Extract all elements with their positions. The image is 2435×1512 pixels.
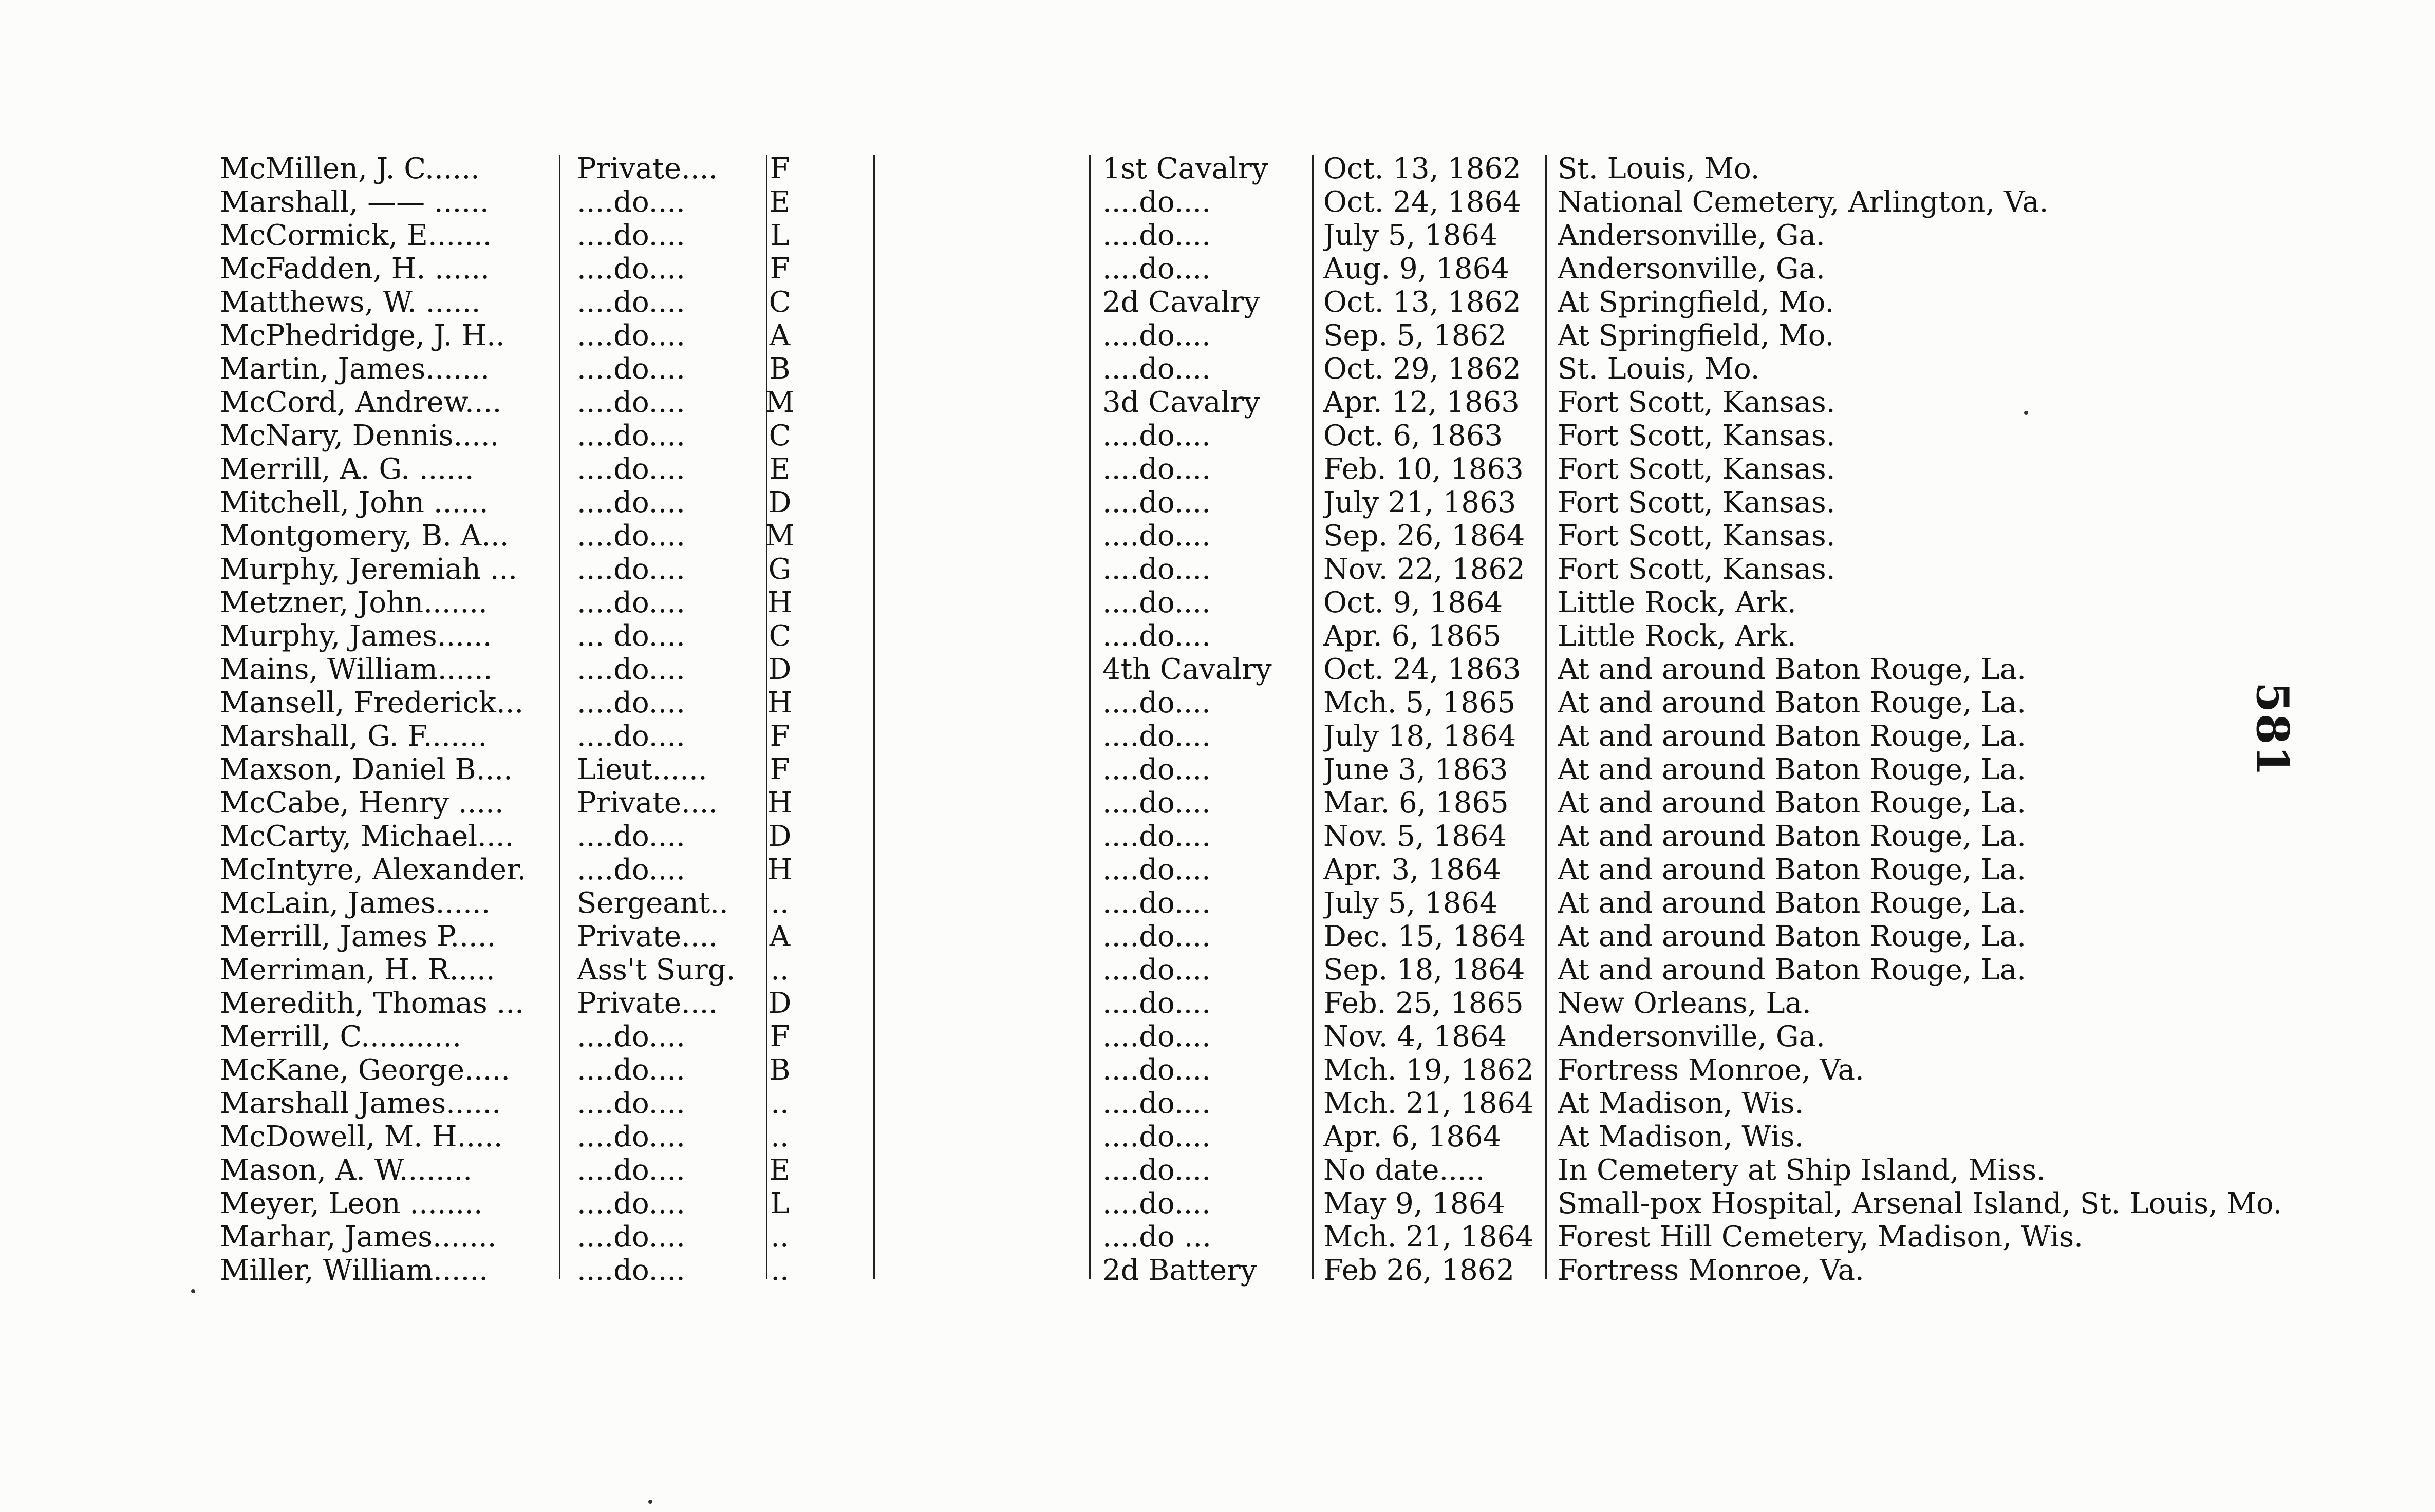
date-of-death-cell: Mch. 5, 1865 (1323, 686, 1516, 720)
date-of-death-cell: Apr. 6, 1865 (1323, 619, 1502, 653)
place-of-burial-cell: At Springfield, Mo. (1558, 286, 1834, 319)
deceased-name-cell: Meredith, Thomas ... (220, 987, 524, 1020)
rank-cell: ....do.... (577, 653, 685, 686)
place-of-burial-cell: St. Louis, Mo. (1558, 352, 1760, 386)
date-of-death-cell: Feb 26, 1862 (1323, 1254, 1514, 1287)
regiment-cell: ....do.... (1102, 786, 1211, 820)
date-of-death-cell: Dec. 15, 1864 (1323, 920, 1526, 953)
regiment-cell: ....do.... (1102, 686, 1211, 720)
regiment-cell: 3d Cavalry (1102, 386, 1260, 419)
deceased-name-cell: McFadden, H. ...... (220, 252, 490, 286)
place-of-burial-cell: At and around Baton Rouge, La. (1558, 853, 2027, 886)
deceased-name-cell: Mains, William...... (220, 653, 493, 686)
regiment-cell: ....do.... (1102, 1053, 1211, 1087)
company-cell: M (765, 386, 795, 419)
date-of-death-cell: Nov. 22, 1862 (1323, 553, 1525, 586)
date-of-death-cell: Sep. 5, 1862 (1323, 319, 1507, 352)
company-cell: A (769, 920, 791, 953)
deceased-name-cell: Merrill, James P..... (220, 920, 496, 953)
table-row (220, 753, 2141, 786)
company-cell: F (770, 1020, 790, 1053)
place-of-burial-cell: At and around Baton Rouge, La. (1558, 753, 2027, 786)
place-of-burial-cell: At and around Baton Rouge, La. (1558, 886, 2027, 920)
place-of-burial-cell: Small-pox Hospital, Arsenal Island, St. Louis, Mo. (1558, 1187, 2282, 1220)
table-row (220, 452, 2141, 486)
deceased-name-cell: Meyer, Leon ........ (220, 1187, 483, 1220)
rank-cell: ....do.... (577, 1120, 685, 1154)
date-of-death-cell: Apr. 3, 1864 (1323, 853, 1502, 886)
rank-cell: ....do.... (577, 1053, 685, 1087)
deceased-name-cell: Maxson, Daniel B.... (220, 753, 513, 786)
company-cell: .. (771, 953, 789, 987)
date-of-death-cell: Oct. 13, 1862 (1323, 286, 1521, 319)
regiment-cell: ....do.... (1102, 219, 1211, 252)
rank-cell: ....do.... (577, 352, 685, 386)
date-of-death-cell: July 5, 1864 (1323, 219, 1498, 252)
deceased-name-cell: Miller, William...... (220, 1254, 488, 1287)
regiment-cell: ....do.... (1102, 519, 1211, 553)
company-cell: H (767, 586, 793, 619)
rank-cell: ....do.... (577, 286, 685, 319)
deceased-name-cell: McCord, Andrew.... (220, 386, 502, 419)
table-row (220, 1220, 2141, 1254)
company-cell: C (769, 619, 791, 653)
regiment-cell: ....do.... (1102, 1154, 1211, 1187)
company-cell: L (770, 219, 790, 252)
company-cell: .. (771, 1120, 789, 1154)
rank-cell: ... do.... (577, 619, 685, 653)
deceased-name-cell: Marshall, G. F....... (220, 720, 488, 753)
table-row (220, 853, 2141, 886)
table-row (220, 619, 2141, 653)
regiment-cell: ....do.... (1102, 953, 1211, 987)
place-of-burial-cell: National Cemetery, Arlington, Va. (1558, 185, 2049, 219)
regiment-cell: ....do.... (1102, 419, 1211, 452)
date-of-death-cell: No date..... (1323, 1154, 1485, 1187)
date-of-death-cell: Oct. 6, 1863 (1323, 419, 1503, 452)
table-row (220, 1154, 2141, 1187)
deceased-name-cell: Mansell, Frederick... (220, 686, 524, 720)
place-of-burial-cell: At and around Baton Rouge, La. (1558, 653, 2027, 686)
ink-speck (191, 1289, 195, 1293)
regiment-cell: ....do.... (1102, 352, 1211, 386)
place-of-burial-cell: Andersonville, Ga. (1558, 1020, 1825, 1053)
date-of-death-cell: Oct. 24, 1863 (1323, 653, 1521, 686)
regiment-cell: ....do.... (1102, 753, 1211, 786)
rank-cell: Sergeant.. (577, 886, 728, 920)
deceased-name-cell: Marhar, James....... (220, 1220, 497, 1254)
regiment-cell: 1st Cavalry (1102, 152, 1268, 185)
place-of-burial-cell: Fortress Monroe, Va. (1558, 1254, 1864, 1287)
deceased-name-cell: McNary, Dennis..... (220, 419, 499, 452)
deceased-name-cell: McMillen, J. C...... (220, 152, 480, 185)
deceased-name-cell: Marshall, —— ...... (220, 185, 489, 219)
date-of-death-cell: Apr. 12, 1863 (1323, 386, 1520, 419)
table-row (220, 1187, 2282, 1220)
table-row (220, 886, 2141, 920)
date-of-death-cell: Sep. 26, 1864 (1323, 519, 1525, 553)
rank-cell: ....do.... (577, 820, 685, 853)
regiment-cell: ....do.... (1102, 619, 1211, 653)
date-of-death-cell: Feb. 25, 1865 (1323, 987, 1524, 1020)
company-cell: F (770, 720, 790, 753)
regiment-cell: ....do.... (1102, 319, 1211, 352)
regiment-cell: ....do.... (1102, 886, 1211, 920)
place-of-burial-cell: In Cemetery at Ship Island, Miss. (1558, 1154, 2046, 1187)
deceased-name-cell: McIntyre, Alexander. (220, 853, 527, 886)
company-cell: D (768, 987, 792, 1020)
company-cell: C (769, 419, 791, 452)
rank-cell: ....do.... (577, 586, 685, 619)
deceased-name-cell: Marshall James...... (220, 1087, 501, 1120)
rank-cell: ....do.... (577, 1087, 685, 1120)
date-of-death-cell: Nov. 5, 1864 (1323, 820, 1507, 853)
rank-cell: Private.... (577, 152, 718, 185)
rank-cell: ....do.... (577, 519, 685, 553)
place-of-burial-cell: At Madison, Wis. (1558, 1087, 1804, 1120)
rank-cell: Lieut...... (577, 753, 707, 786)
deceased-name-cell: McKane, George..... (220, 1053, 511, 1087)
table-row (220, 519, 2141, 553)
company-cell: .. (771, 1254, 789, 1287)
place-of-burial-cell: At and around Baton Rouge, La. (1558, 686, 2027, 720)
date-of-death-cell: Mch. 19, 1862 (1323, 1053, 1534, 1087)
deceased-name-cell: Metzner, John....... (220, 586, 488, 619)
table-row (220, 953, 2141, 987)
place-of-burial-cell: Fortress Monroe, Va. (1558, 1053, 1864, 1087)
place-of-burial-cell: Fort Scott, Kansas. (1558, 419, 1835, 452)
deceased-name-cell: McPhedridge, J. H.. (220, 319, 505, 352)
rank-cell: ....do.... (577, 553, 685, 586)
place-of-burial-cell: At Springfield, Mo. (1558, 319, 1834, 352)
date-of-death-cell: Mch. 21, 1864 (1323, 1087, 1534, 1120)
rank-cell: ....do.... (577, 720, 685, 753)
company-cell: .. (771, 1087, 789, 1120)
date-of-death-cell: May 9, 1864 (1323, 1187, 1505, 1220)
regiment-cell: 2d Battery (1102, 1254, 1257, 1287)
regiment-cell: ....do.... (1102, 720, 1211, 753)
table-row (220, 185, 2141, 219)
company-cell: H (767, 686, 793, 720)
rank-cell: ....do.... (577, 853, 685, 886)
rank-cell: ....do.... (577, 185, 685, 219)
date-of-death-cell: Sep. 18, 1864 (1323, 953, 1525, 987)
place-of-burial-cell: Fort Scott, Kansas. (1558, 553, 1835, 586)
place-of-burial-cell: Fort Scott, Kansas. (1558, 486, 1835, 519)
place-of-burial-cell: New Orleans, La. (1558, 987, 1811, 1020)
company-cell: .. (771, 1220, 789, 1254)
date-of-death-cell: Apr. 6, 1864 (1323, 1120, 1502, 1154)
place-of-burial-cell: At Madison, Wis. (1558, 1120, 1804, 1154)
date-of-death-cell: June 3, 1863 (1323, 753, 1508, 786)
regiment-cell: ....do.... (1102, 853, 1211, 886)
company-cell: D (768, 820, 792, 853)
table-row (220, 1020, 2141, 1053)
company-cell: H (767, 786, 793, 820)
place-of-burial-cell: Forest Hill Cemetery, Madison, Wis. (1558, 1220, 2083, 1254)
rank-cell: Private.... (577, 786, 718, 820)
rank-cell: ....do.... (577, 1154, 685, 1187)
regiment-cell: ....do.... (1102, 1087, 1211, 1120)
deceased-name-cell: Murphy, James...... (220, 619, 492, 653)
deceased-name-cell: McDowell, M. H..... (220, 1120, 503, 1154)
table-row (220, 1254, 2141, 1287)
deceased-name-cell: McCarty, Michael.... (220, 820, 514, 853)
table-row (220, 252, 2141, 286)
regiment-cell: ....do.... (1102, 185, 1211, 219)
company-cell: G (768, 553, 792, 586)
date-of-death-cell: Mch. 21, 1864 (1323, 1220, 1534, 1254)
deceased-name-cell: Montgomery, B. A... (220, 519, 509, 553)
rank-cell: ....do.... (577, 686, 685, 720)
deceased-name-cell: McLain, James...... (220, 886, 491, 920)
deceased-name-cell: Martin, James....... (220, 352, 490, 386)
table-row (220, 352, 2141, 386)
place-of-burial-cell: At and around Baton Rouge, La. (1558, 920, 2027, 953)
regiment-cell: ....do.... (1102, 252, 1211, 286)
deceased-name-cell: Merrill, A. G. ...... (220, 452, 474, 486)
regiment-cell: ....do.... (1102, 820, 1211, 853)
table-row (220, 386, 2141, 419)
place-of-burial-cell: At and around Baton Rouge, La. (1558, 720, 2027, 753)
table-row (220, 419, 2141, 452)
company-cell: F (770, 252, 790, 286)
place-of-burial-cell: Little Rock, Ark. (1558, 619, 1796, 653)
regiment-cell: ....do.... (1102, 452, 1211, 486)
regiment-cell: 2d Cavalry (1102, 286, 1260, 319)
date-of-death-cell: Oct. 13, 1862 (1323, 152, 1521, 185)
date-of-death-cell: July 21, 1863 (1323, 486, 1516, 519)
table-row (220, 1120, 2141, 1154)
regiment-cell: ....do.... (1102, 920, 1211, 953)
table-row (220, 786, 2141, 820)
place-of-burial-cell: Fort Scott, Kansas. (1558, 386, 1835, 419)
company-cell: E (769, 1154, 791, 1187)
rank-cell: ....do.... (577, 386, 685, 419)
table-row (220, 920, 2141, 953)
place-of-burial-cell: Fort Scott, Kansas. (1558, 452, 1835, 486)
company-cell: D (768, 486, 792, 519)
rank-cell: ....do.... (577, 486, 685, 519)
place-of-burial-cell: At and around Baton Rouge, La. (1558, 953, 2027, 987)
company-cell: A (769, 319, 791, 352)
date-of-death-cell: Aug. 9, 1864 (1323, 252, 1509, 286)
table-row (220, 152, 2141, 185)
deceased-name-cell: Merrill, C........... (220, 1020, 462, 1053)
regiment-cell: ....do.... (1102, 1120, 1211, 1154)
regiment-cell: ....do.... (1102, 486, 1211, 519)
ink-speck (2024, 411, 2028, 415)
rank-cell: Private.... (577, 987, 718, 1020)
ink-speck (648, 1500, 652, 1504)
date-of-death-cell: July 5, 1864 (1323, 886, 1498, 920)
rank-cell: ....do.... (577, 1220, 685, 1254)
table-row (220, 1087, 2141, 1120)
deceased-name-cell: Mason, A. W........ (220, 1154, 473, 1187)
date-of-death-cell: July 18, 1864 (1323, 720, 1516, 753)
rank-cell: ....do.... (577, 219, 685, 252)
deceased-name-cell: McCabe, Henry ..... (220, 786, 504, 820)
rank-cell: Ass't Surg. (577, 953, 736, 987)
table-row (220, 720, 2141, 753)
regiment-cell: ....do.... (1102, 586, 1211, 619)
table-row (220, 586, 2141, 619)
regiment-cell: ....do.... (1102, 553, 1211, 586)
rank-cell: ....do.... (577, 1187, 685, 1220)
rank-cell: ....do.... (577, 1254, 685, 1287)
date-of-death-cell: Feb. 10, 1863 (1323, 452, 1524, 486)
deceased-name-cell: McCormick, E....... (220, 219, 492, 252)
table-row (220, 820, 2141, 853)
regiment-cell: ....do.... (1102, 1020, 1211, 1053)
regiment-cell: ....do ... (1102, 1220, 1211, 1254)
regiment-cell: 4th Cavalry (1102, 653, 1272, 686)
rank-cell: ....do.... (577, 419, 685, 452)
table-row (220, 286, 2141, 319)
place-of-burial-cell: Fort Scott, Kansas. (1558, 519, 1835, 553)
table-row (220, 987, 2141, 1020)
place-of-burial-cell: At and around Baton Rouge, La. (1558, 786, 2027, 820)
rank-cell: Private.... (577, 920, 718, 953)
company-cell: F (770, 753, 790, 786)
date-of-death-cell: Oct. 29, 1862 (1323, 352, 1521, 386)
table-row (220, 653, 2141, 686)
rank-cell: ....do.... (577, 319, 685, 352)
date-of-death-cell: Oct. 9, 1864 (1323, 586, 1503, 619)
place-of-burial-cell: Andersonville, Ga. (1558, 252, 1825, 286)
place-of-burial-cell: St. Louis, Mo. (1558, 152, 1760, 185)
place-of-burial-cell: Andersonville, Ga. (1558, 219, 1825, 252)
page-number: 581 (2246, 682, 2298, 778)
place-of-burial-cell: Little Rock, Ark. (1558, 586, 1796, 619)
table-row (220, 1053, 2141, 1087)
company-cell: M (765, 519, 795, 553)
date-of-death-cell: Mar. 6, 1865 (1323, 786, 1509, 820)
company-cell: L (770, 1187, 790, 1220)
company-cell: H (767, 853, 793, 886)
company-cell: F (770, 152, 790, 185)
date-of-death-cell: Nov. 4, 1864 (1323, 1020, 1507, 1053)
table-row (220, 219, 2141, 252)
rank-cell: ....do.... (577, 452, 685, 486)
deceased-name-cell: Murphy, Jeremiah ... (220, 553, 518, 586)
table-row (220, 553, 2141, 586)
date-of-death-cell: Oct. 24, 1864 (1323, 185, 1521, 219)
deceased-name-cell: Mitchell, John ...... (220, 486, 489, 519)
company-cell: .. (771, 886, 789, 920)
company-cell: B (769, 1053, 791, 1087)
company-cell: E (769, 452, 791, 486)
company-cell: C (769, 286, 791, 319)
deceased-name-cell: Matthews, W. ...... (220, 286, 481, 319)
company-cell: E (769, 185, 791, 219)
table-row (220, 686, 2141, 720)
regiment-cell: ....do.... (1102, 1187, 1211, 1220)
place-of-burial-cell: At and around Baton Rouge, La. (1558, 820, 2027, 853)
rank-cell: ....do.... (577, 252, 685, 286)
table-row (220, 486, 2141, 519)
company-cell: D (768, 653, 792, 686)
rank-cell: ....do.... (577, 1020, 685, 1053)
regiment-cell: ....do.... (1102, 987, 1211, 1020)
deceased-name-cell: Merriman, H. R..... (220, 953, 495, 987)
company-cell: B (769, 352, 791, 386)
table-row (220, 319, 2141, 352)
